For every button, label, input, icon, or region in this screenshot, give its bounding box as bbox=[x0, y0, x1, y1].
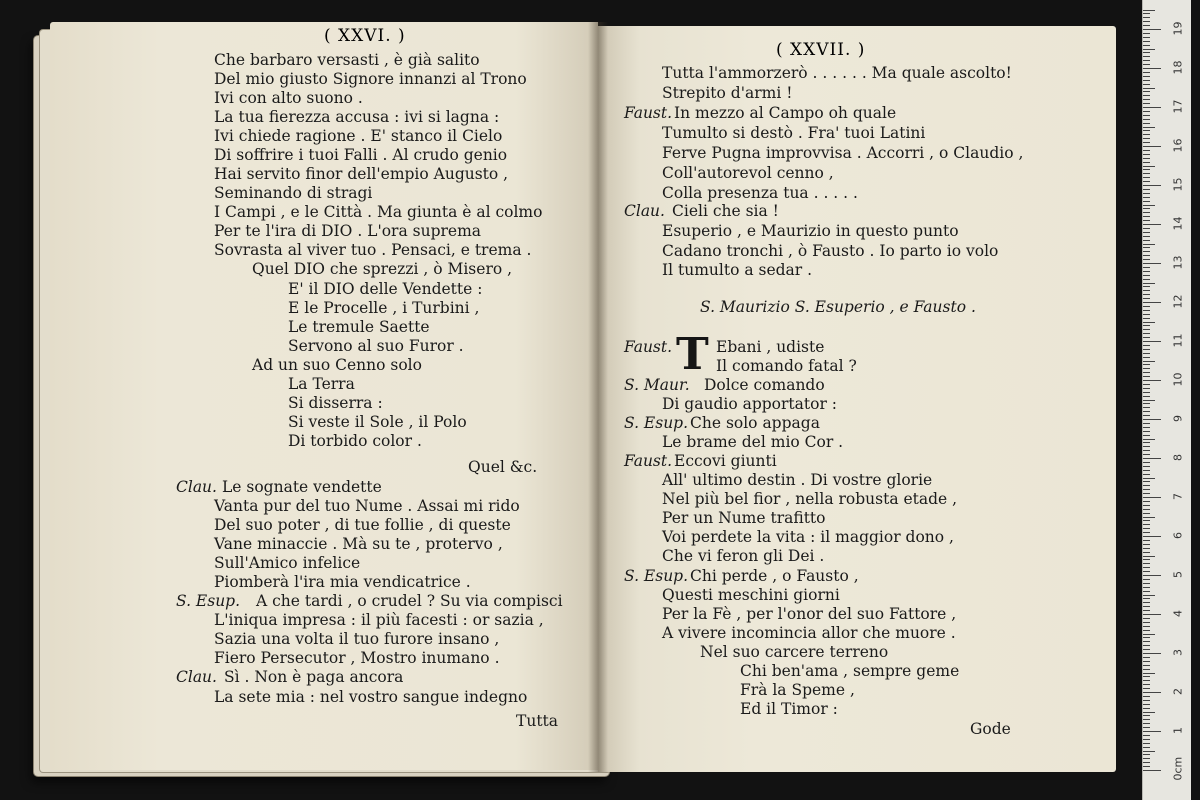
text-line: Quel DIO che sprezzi , ò Misero , bbox=[252, 260, 513, 278]
text-line: Hai servito finor dell'empio Augusto , bbox=[214, 165, 509, 183]
text-line: L'iniqua impresa : il più facesti : or sazia , bbox=[214, 611, 544, 629]
speaker-label: S. Esup. bbox=[176, 592, 241, 610]
text-line: Ed il Timor : bbox=[740, 700, 838, 718]
ruler-tick bbox=[1143, 353, 1150, 354]
text-line: All' ultimo destin . Di vostre glorie bbox=[662, 471, 933, 489]
ruler-tick bbox=[1143, 49, 1155, 50]
ruler-tick bbox=[1143, 45, 1150, 46]
ruler-tick bbox=[1143, 318, 1150, 319]
ruler-tick bbox=[1143, 310, 1150, 311]
text-line: Questi meschini giorni bbox=[662, 586, 840, 604]
ruler-tick bbox=[1143, 634, 1155, 635]
ruler-tick bbox=[1143, 762, 1150, 763]
ruler-tick bbox=[1143, 341, 1161, 342]
text-line: Che solo appaga bbox=[690, 414, 820, 432]
ruler-tick bbox=[1143, 536, 1161, 537]
ruler-tick bbox=[1143, 470, 1150, 471]
text-line: Si disserra : bbox=[288, 394, 383, 412]
ruler-tick bbox=[1143, 13, 1150, 14]
ruler-tick bbox=[1143, 556, 1155, 557]
ruler-tick bbox=[1143, 676, 1150, 677]
ruler-tick bbox=[1143, 232, 1150, 233]
text-line: Tutta l'ammorzerò . . . . . . Ma quale ascolto! bbox=[662, 64, 1012, 82]
text-line: Nel suo carcere terreno bbox=[700, 643, 889, 661]
ruler-tick bbox=[1143, 166, 1155, 167]
text-line: Per un Nume trafitto bbox=[662, 509, 826, 527]
ruler-tick bbox=[1143, 208, 1150, 209]
speaker-label: S. Esup. bbox=[624, 414, 689, 432]
text-line: Le sognate vendette bbox=[222, 478, 382, 496]
ruler-tick bbox=[1143, 286, 1150, 287]
text-line: Dolce comando bbox=[704, 376, 825, 394]
ruler-tick bbox=[1143, 56, 1150, 57]
ruler-tick bbox=[1143, 403, 1150, 404]
ruler-tick bbox=[1143, 80, 1150, 81]
ruler-tick bbox=[1143, 294, 1150, 295]
text-line: Tumulto si destò . Fra' tuoi Latini bbox=[662, 124, 926, 142]
speaker-label: Clau. bbox=[624, 202, 665, 220]
ruler-tick bbox=[1143, 630, 1150, 631]
ruler-tick bbox=[1143, 173, 1150, 174]
ruler-tick bbox=[1143, 606, 1150, 607]
text-line: Per la Fè , per l'onor del suo Fattore , bbox=[662, 605, 957, 623]
ruler-tick bbox=[1143, 64, 1150, 65]
ruler-tick bbox=[1143, 552, 1150, 553]
right-folio: ( XXVII. ) bbox=[776, 40, 866, 60]
ruler-tick bbox=[1143, 657, 1150, 658]
text-line: Cieli che sia ! bbox=[672, 202, 779, 220]
ruler-tick bbox=[1143, 758, 1150, 759]
ruler-label: 13 bbox=[1171, 255, 1185, 270]
ruler-tick bbox=[1143, 712, 1155, 713]
ruler-tick bbox=[1143, 181, 1150, 182]
ruler-label: 9 bbox=[1171, 415, 1185, 422]
ruler-tick bbox=[1143, 481, 1150, 482]
ruler-tick bbox=[1143, 68, 1161, 69]
ruler-tick bbox=[1143, 25, 1150, 26]
text-line: Frà la Speme , bbox=[740, 681, 855, 699]
ruler-tick bbox=[1143, 454, 1150, 455]
ruler-tick bbox=[1143, 462, 1150, 463]
ruler-tick bbox=[1143, 177, 1150, 178]
left-folio: ( XXVI. ) bbox=[324, 26, 406, 46]
ruler-tick bbox=[1143, 150, 1150, 151]
text-line: Sazia una volta il tuo furore insano , bbox=[214, 630, 500, 648]
ruler-tick bbox=[1143, 185, 1161, 186]
ruler-tick bbox=[1143, 692, 1161, 693]
ruler-tick bbox=[1143, 735, 1150, 736]
ruler-label: 12 bbox=[1171, 294, 1185, 309]
ruler-tick bbox=[1143, 446, 1150, 447]
catchword: Gode bbox=[970, 720, 1011, 738]
refrain-line: Quel &c. bbox=[468, 458, 538, 476]
ruler-tick bbox=[1143, 91, 1150, 92]
ruler-label: 16 bbox=[1171, 138, 1185, 153]
ruler-tick bbox=[1143, 684, 1150, 685]
ruler-tick bbox=[1143, 419, 1161, 420]
ruler-tick bbox=[1143, 322, 1155, 323]
ruler-tick bbox=[1143, 127, 1155, 128]
ruler-tick bbox=[1143, 88, 1155, 89]
ruler-label: 11 bbox=[1171, 333, 1185, 348]
ruler-label: 2 bbox=[1171, 688, 1185, 695]
text-line: A che tardi , o crudel ? Su via compisci bbox=[256, 592, 563, 610]
ruler-tick bbox=[1143, 583, 1150, 584]
text-line: Le brame del mio Cor . bbox=[662, 433, 844, 451]
ruler-tick bbox=[1143, 563, 1150, 564]
text-line: La tua fierezza accusa : ivi si lagna : bbox=[214, 108, 500, 126]
text-line: Piomberà l'ira mia vendicatrice . bbox=[214, 573, 471, 591]
book-gutter bbox=[588, 22, 608, 772]
ruler-tick bbox=[1143, 544, 1150, 545]
drop-cap: T bbox=[676, 329, 709, 380]
ruler-tick bbox=[1143, 41, 1150, 42]
ruler-tick bbox=[1143, 107, 1161, 108]
ruler-tick bbox=[1143, 197, 1150, 198]
ruler-tick bbox=[1143, 641, 1150, 642]
ruler-tick bbox=[1143, 279, 1150, 280]
ruler-tick bbox=[1143, 244, 1155, 245]
ruler-tick bbox=[1143, 111, 1150, 112]
ruler-tick bbox=[1143, 751, 1155, 752]
ruler-tick bbox=[1143, 361, 1155, 362]
ruler-tick bbox=[1143, 251, 1150, 252]
ruler-tick bbox=[1143, 540, 1150, 541]
ruler-tick bbox=[1143, 442, 1150, 443]
ruler-tick bbox=[1143, 754, 1150, 755]
ruler-label: 10 bbox=[1171, 372, 1185, 387]
text-line: A vivere incomincia allor che muore . bbox=[662, 624, 956, 642]
ruler-tick bbox=[1143, 384, 1150, 385]
ruler-label: 1 bbox=[1171, 727, 1185, 734]
ruler-tick bbox=[1143, 364, 1150, 365]
ruler-tick bbox=[1143, 123, 1150, 124]
text-line: E' il DIO delle Vendette : bbox=[288, 280, 483, 298]
ruler-tick bbox=[1143, 154, 1150, 155]
text-line: Di soffrire i tuoi Falli . Al crudo genio bbox=[214, 146, 508, 164]
ruler-label: 8 bbox=[1171, 454, 1185, 461]
ruler-tick bbox=[1143, 17, 1150, 18]
ruler-tick bbox=[1143, 95, 1150, 96]
ruler-tick bbox=[1143, 591, 1150, 592]
text-line: Del mio giusto Signore innanzi al Trono bbox=[214, 70, 527, 88]
ruler-tick bbox=[1143, 142, 1150, 143]
ruler-tick bbox=[1143, 669, 1150, 670]
ruler-tick bbox=[1143, 645, 1150, 646]
ruler-tick bbox=[1143, 103, 1150, 104]
ruler-tick bbox=[1143, 216, 1150, 217]
ruler-tick bbox=[1143, 680, 1150, 681]
ruler-tick bbox=[1143, 52, 1150, 53]
ruler-tick bbox=[1143, 618, 1150, 619]
ruler-tick bbox=[1143, 485, 1150, 486]
ruler-tick bbox=[1143, 325, 1150, 326]
ruler-tick bbox=[1143, 162, 1150, 163]
ruler-tick bbox=[1143, 731, 1161, 732]
scene-heading: S. Maurizio S. Esuperio , e Fausto . bbox=[700, 298, 976, 316]
text-line: Fiero Persecutor , Mostro inumano . bbox=[214, 649, 500, 667]
ruler-label: 0cm bbox=[1171, 756, 1185, 781]
text-line: Di gaudio apportator : bbox=[662, 395, 838, 413]
ruler-tick bbox=[1143, 201, 1150, 202]
ruler-label: 3 bbox=[1171, 649, 1185, 656]
ruler-tick bbox=[1143, 637, 1150, 638]
text-line: Del suo poter , di tue follie , di queste bbox=[214, 516, 511, 534]
text-line: La Terra bbox=[288, 375, 355, 393]
ruler-tick bbox=[1143, 255, 1150, 256]
ruler-tick bbox=[1143, 21, 1150, 22]
ruler-label: 17 bbox=[1171, 99, 1185, 114]
ruler-tick bbox=[1143, 99, 1150, 100]
ruler-tick bbox=[1143, 587, 1150, 588]
ruler-tick bbox=[1143, 259, 1150, 260]
text-line: Sì . Non è paga ancora bbox=[224, 668, 404, 686]
text-line: Per te l'ira di DIO . L'ora suprema bbox=[214, 222, 482, 240]
ruler-tick bbox=[1143, 513, 1150, 514]
ruler-tick bbox=[1143, 263, 1161, 264]
ruler-tick bbox=[1143, 158, 1150, 159]
measuring-ruler bbox=[1142, 0, 1191, 800]
speaker-label: Clau. bbox=[176, 478, 217, 496]
text-line: Ebani , udiste bbox=[716, 338, 825, 356]
ruler-tick bbox=[1143, 653, 1161, 654]
text-line: In mezzo al Campo oh quale bbox=[674, 104, 897, 122]
ruler-tick bbox=[1143, 708, 1150, 709]
ruler-tick bbox=[1143, 329, 1150, 330]
ruler-tick bbox=[1143, 661, 1150, 662]
ruler-tick bbox=[1143, 283, 1155, 284]
ruler-tick bbox=[1143, 715, 1150, 716]
ruler-tick bbox=[1143, 610, 1150, 611]
ruler-tick bbox=[1143, 37, 1150, 38]
ruler-tick bbox=[1143, 411, 1150, 412]
ruler-tick bbox=[1143, 700, 1150, 701]
ruler-tick bbox=[1143, 743, 1150, 744]
ruler-tick bbox=[1143, 169, 1150, 170]
ruler-tick bbox=[1143, 298, 1150, 299]
ruler-tick bbox=[1143, 665, 1150, 666]
ruler-tick bbox=[1143, 719, 1150, 720]
ruler-tick bbox=[1143, 212, 1150, 213]
ruler-tick bbox=[1143, 10, 1155, 11]
ruler-label: 19 bbox=[1171, 21, 1185, 36]
ruler-tick bbox=[1143, 333, 1150, 334]
ruler-tick bbox=[1143, 60, 1150, 61]
ruler-tick bbox=[1143, 704, 1150, 705]
ruler-tick bbox=[1143, 524, 1150, 525]
text-line: Sull'Amico infelice bbox=[214, 554, 361, 572]
ruler-tick bbox=[1143, 357, 1150, 358]
ruler-tick bbox=[1143, 598, 1150, 599]
ruler-tick bbox=[1143, 532, 1150, 533]
text-line: Voi perdete la vita : il maggior dono , bbox=[662, 528, 954, 546]
ruler-tick bbox=[1143, 146, 1161, 147]
ruler-tick bbox=[1143, 766, 1150, 767]
ruler-tick bbox=[1143, 240, 1150, 241]
ruler-tick bbox=[1143, 622, 1150, 623]
ruler-tick bbox=[1143, 497, 1161, 498]
ruler-tick bbox=[1143, 614, 1161, 615]
ruler-tick bbox=[1143, 138, 1150, 139]
ruler-tick bbox=[1143, 119, 1150, 120]
text-line: Che barbaro versasti , è già salito bbox=[214, 51, 480, 69]
ruler-tick bbox=[1143, 368, 1150, 369]
text-line: I Campi , e le Città . Ma giunta è al colmo bbox=[214, 203, 543, 221]
ruler-tick bbox=[1143, 407, 1150, 408]
ruler-tick bbox=[1143, 501, 1150, 502]
ruler-tick bbox=[1143, 247, 1150, 248]
ruler-tick bbox=[1143, 224, 1161, 225]
ruler-tick bbox=[1143, 193, 1150, 194]
text-line: Colla presenza tua . . . . . bbox=[662, 184, 858, 202]
speaker-label: Faust. bbox=[624, 452, 673, 470]
text-line: La sete mia : nel vostro sangue indegno bbox=[214, 688, 528, 706]
catchword: Tutta bbox=[516, 712, 559, 730]
ruler-tick bbox=[1143, 267, 1150, 268]
text-line: Sovrasta al viver tuo . Pensaci, e trema . bbox=[214, 241, 532, 259]
ruler-tick bbox=[1143, 349, 1150, 350]
speaker-label: S. Esup. bbox=[624, 567, 689, 585]
speaker-label: S. Maur. bbox=[624, 376, 690, 394]
text-line: Eccovi giunti bbox=[674, 452, 777, 470]
ruler-tick bbox=[1143, 739, 1150, 740]
ruler-tick bbox=[1143, 271, 1150, 272]
ruler-tick bbox=[1143, 595, 1155, 596]
text-line: Esuperio , e Maurizio in questo punto bbox=[662, 222, 959, 240]
text-line: Si veste il Sole , il Polo bbox=[288, 413, 467, 431]
ruler-tick bbox=[1143, 205, 1155, 206]
ruler-tick bbox=[1143, 509, 1150, 510]
ruler-label: 6 bbox=[1171, 532, 1185, 539]
text-line: Il tumulto a sedar . bbox=[662, 261, 813, 279]
text-line: Ad un suo Cenno solo bbox=[252, 356, 422, 374]
text-line: Nel più bel fior , nella robusta etade , bbox=[662, 490, 958, 508]
ruler-tick bbox=[1143, 450, 1150, 451]
ruler-tick bbox=[1143, 579, 1150, 580]
ruler-tick bbox=[1143, 115, 1150, 116]
text-line: Il comando fatal ? bbox=[716, 357, 857, 375]
ruler-tick bbox=[1143, 388, 1150, 389]
ruler-tick bbox=[1143, 727, 1150, 728]
ruler-tick bbox=[1143, 478, 1155, 479]
ruler-tick bbox=[1143, 489, 1150, 490]
ruler-tick bbox=[1143, 392, 1150, 393]
ruler-tick bbox=[1143, 673, 1155, 674]
ruler-tick bbox=[1143, 626, 1150, 627]
text-line: Chi perde , o Fausto , bbox=[690, 567, 859, 585]
text-line: E le Procelle , i Turbini , bbox=[288, 299, 480, 317]
ruler-tick bbox=[1143, 520, 1150, 521]
text-line: Di torbido color . bbox=[288, 432, 422, 450]
ruler-label: 7 bbox=[1171, 493, 1185, 500]
text-line: Ivi chiede ragione . E' stanco il Cielo bbox=[214, 127, 503, 145]
ruler-tick bbox=[1143, 290, 1150, 291]
text-line: Servono al suo Furor . bbox=[288, 337, 464, 355]
text-line: Seminando di stragi bbox=[214, 184, 373, 202]
text-line: Strepito d'armi ! bbox=[662, 84, 793, 102]
ruler-tick bbox=[1143, 427, 1150, 428]
ruler-tick bbox=[1143, 528, 1150, 529]
text-line: Vane minaccie . Mà su te , protervo , bbox=[214, 535, 503, 553]
ruler-tick bbox=[1143, 130, 1150, 131]
ruler-tick bbox=[1143, 337, 1150, 338]
ruler-tick bbox=[1143, 770, 1161, 771]
ruler-tick bbox=[1143, 567, 1150, 568]
ruler-tick bbox=[1143, 602, 1150, 603]
ruler-tick bbox=[1143, 458, 1161, 459]
ruler-tick bbox=[1143, 314, 1150, 315]
ruler-tick bbox=[1143, 571, 1150, 572]
ruler-tick bbox=[1143, 474, 1150, 475]
ruler-tick bbox=[1143, 400, 1155, 401]
speaker-label: Clau. bbox=[176, 668, 217, 686]
ruler-tick bbox=[1143, 380, 1161, 381]
ruler-tick bbox=[1143, 29, 1161, 30]
ruler-tick bbox=[1143, 431, 1150, 432]
text-line: Ferve Pugna improvvisa . Accorri , o Claudio , bbox=[662, 144, 1024, 162]
ruler-label: 15 bbox=[1171, 177, 1185, 192]
ruler-tick bbox=[1143, 439, 1155, 440]
ruler-tick bbox=[1143, 376, 1150, 377]
ruler-tick bbox=[1143, 435, 1150, 436]
ruler-tick bbox=[1143, 505, 1150, 506]
text-line: Le tremule Saette bbox=[288, 318, 430, 336]
ruler-tick bbox=[1143, 559, 1150, 560]
ruler-label: 5 bbox=[1171, 571, 1185, 578]
ruler-tick bbox=[1143, 134, 1150, 135]
ruler-tick bbox=[1143, 723, 1150, 724]
ruler-tick bbox=[1143, 372, 1150, 373]
text-line: Che vi feron gli Dei . bbox=[662, 547, 825, 565]
ruler-tick bbox=[1143, 345, 1150, 346]
ruler-tick bbox=[1143, 688, 1150, 689]
text-line: Vanta pur del tuo Nume . Assai mi rido bbox=[214, 497, 520, 515]
speaker-label: Faust. bbox=[624, 104, 673, 122]
ruler-tick bbox=[1143, 72, 1150, 73]
ruler-tick bbox=[1143, 747, 1150, 748]
ruler-label: 18 bbox=[1171, 60, 1185, 75]
ruler-tick bbox=[1143, 466, 1150, 467]
ruler-tick bbox=[1143, 189, 1150, 190]
ruler-tick bbox=[1143, 548, 1150, 549]
ruler-tick bbox=[1143, 415, 1150, 416]
ruler-tick bbox=[1143, 649, 1150, 650]
ruler-tick bbox=[1143, 302, 1161, 303]
ruler-tick bbox=[1143, 493, 1150, 494]
ruler-tick bbox=[1143, 76, 1150, 77]
ruler-tick bbox=[1143, 33, 1150, 34]
ruler-tick bbox=[1143, 84, 1150, 85]
text-line: Ivi con alto suono . bbox=[214, 89, 363, 107]
text-line: Cadano tronchi , ò Fausto . Io parto io volo bbox=[662, 242, 999, 260]
text-line: Chi ben'ama , sempre geme bbox=[740, 662, 960, 680]
ruler-label: 4 bbox=[1171, 610, 1185, 617]
ruler-tick bbox=[1143, 236, 1150, 237]
ruler-tick bbox=[1143, 275, 1150, 276]
ruler-tick bbox=[1143, 396, 1150, 397]
speaker-label: Faust. bbox=[624, 338, 673, 356]
ruler-tick bbox=[1143, 228, 1150, 229]
text-line: Coll'autorevol cenno , bbox=[662, 164, 834, 182]
ruler-tick bbox=[1143, 423, 1150, 424]
ruler-tick bbox=[1143, 696, 1150, 697]
ruler-label: 14 bbox=[1171, 216, 1185, 231]
ruler-tick bbox=[1143, 575, 1161, 576]
ruler-tick bbox=[1143, 220, 1150, 221]
ruler-tick bbox=[1143, 306, 1150, 307]
ruler-tick bbox=[1143, 517, 1155, 518]
